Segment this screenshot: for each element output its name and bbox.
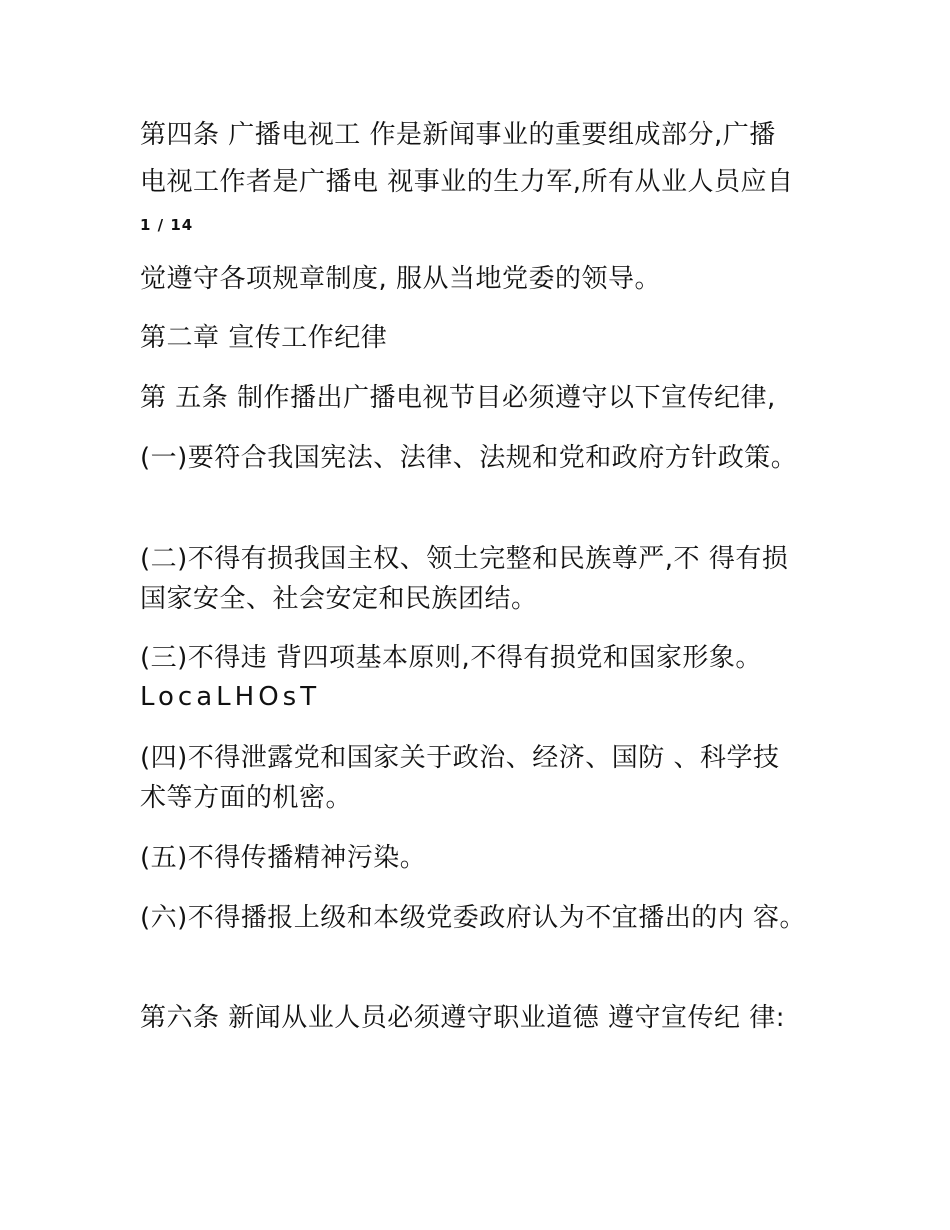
- item-2-line-1: (二)不得有损我国主权、领土完整和民族尊严,不 得有损: [140, 544, 789, 574]
- article-4-line-1: 第四条 广播电视工 作是新闻事业的重要组成部分,广播: [140, 120, 776, 150]
- item-2-line-2: 国家安全、社会安定和民族团结。: [140, 584, 538, 614]
- chapter-2-heading: 第二章 宣传工作纪律: [140, 323, 388, 353]
- item-4-line-1: (四)不得泄露党和国家关于政治、经济、国防 、科学技: [140, 743, 780, 773]
- article-4-line-2: 电视工作者是广播电 视事业的生力军,所有从业人员应自: [140, 167, 794, 197]
- item-6: (六)不得播报上级和本级党委政府认为不宜播出的内 容。: [140, 903, 807, 933]
- item-3: (三)不得违 背四项基本原则,不得有损党和国家形象。: [140, 643, 762, 673]
- article-4-line-3: 觉遵守各项规章制度, 服从当地党委的领导。: [140, 264, 662, 294]
- article-6-line-1: 第六条 新闻从业人员必须遵守职业道德 遵守宣传纪 律:: [140, 1003, 786, 1033]
- item-1: (一)要符合我国宪法、法律、法规和党和政府方针政策。: [140, 443, 798, 473]
- article-5-line-1: 第 五条 制作播出广播电视节目必须遵守以下宣传纪律,: [140, 383, 776, 413]
- watermark-text: LocaLHOsT: [140, 682, 321, 712]
- page-indicator: 1 / 14: [140, 216, 194, 234]
- item-5: (五)不得传播精神污染。: [140, 843, 427, 873]
- item-4-line-2: 术等方面的机密。: [140, 783, 353, 813]
